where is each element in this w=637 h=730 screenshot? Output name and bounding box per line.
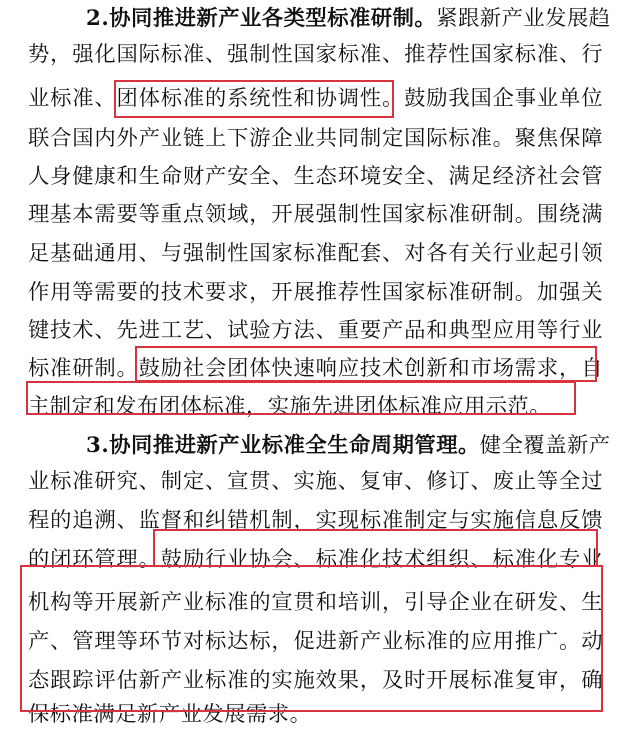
text-line-2: 势，强化国际标准、强制性国家标准、推荐性国家标准、行 bbox=[28, 42, 603, 67]
text-line-13: 业标准研究、制定、宣贯、实施、复审、修订、废止等全过 bbox=[28, 469, 603, 494]
text-line-16: 机构等开展新产业标准的宣贯和培训，引导企业在研发、生 bbox=[28, 590, 603, 615]
text-line-11: 主制定和发布团体标准，实施先进团体标准应用示范。 bbox=[28, 394, 552, 419]
highlight-box-3a bbox=[153, 529, 598, 567]
text-line-10: 标准研制。鼓励社会团体快速响应技术创新和市场需求，自 bbox=[28, 356, 603, 381]
text-line-3: 业标准、团体标准的系统性和协调性。鼓励我国企事业单位 bbox=[28, 86, 603, 111]
text-line-4: 联合国内外产业链上下游企业共同制定国际标准。聚焦保障 bbox=[28, 126, 603, 151]
text-line-15: 的闭环管理。鼓励行业协会、标准化技术组织、标准化专业 bbox=[28, 547, 603, 572]
text-line-8: 作用等需要的技术要求，开展推荐性国家标准研制。加强关 bbox=[28, 280, 603, 305]
text-line-14: 程的追溯、监督和纠错机制，实现标准制定与实施信息反馈 bbox=[28, 508, 603, 533]
text-line-12: 3.协同推进新产业标准全生命周期管理。健全覆盖新产 bbox=[86, 433, 611, 458]
highlight-box-2a bbox=[135, 346, 597, 382]
text-line-19: 保标准满足新产业发展需求。 bbox=[28, 702, 312, 727]
text-line-9: 键技术、先进工艺、试验方法、重要产品和典型应用等行业 bbox=[28, 318, 603, 343]
highlight-box-2b bbox=[26, 381, 576, 415]
highlight-box-3b bbox=[20, 565, 603, 712]
text-line-18: 态跟踪评估新产业标准的实施效果，及时开展标准复审，确 bbox=[28, 668, 603, 693]
text-line-1: 2.协同推进新产业各类型标准研制。紧跟新产业发展趋 bbox=[86, 6, 611, 31]
text-line-5: 人身健康和生命财产安全、生态环境安全、满足经济社会管 bbox=[28, 164, 603, 189]
highlight-box-1 bbox=[114, 80, 394, 118]
text-line-17: 产、管理等环节对标达标，促进新产业标准的应用推广。动 bbox=[28, 629, 603, 654]
text-line-7: 足基础通用、与强制性国家标准配套、对各有关行业起引领 bbox=[28, 241, 603, 266]
text-line-6: 理基本需要等重点领域，开展强制性国家标准研制。围绕满 bbox=[28, 202, 603, 227]
heading-3: 3.协同推进新产业标准全生命周期管理。 bbox=[86, 433, 480, 458]
heading-2: 2.协同推进新产业各类型标准研制。 bbox=[86, 6, 437, 31]
